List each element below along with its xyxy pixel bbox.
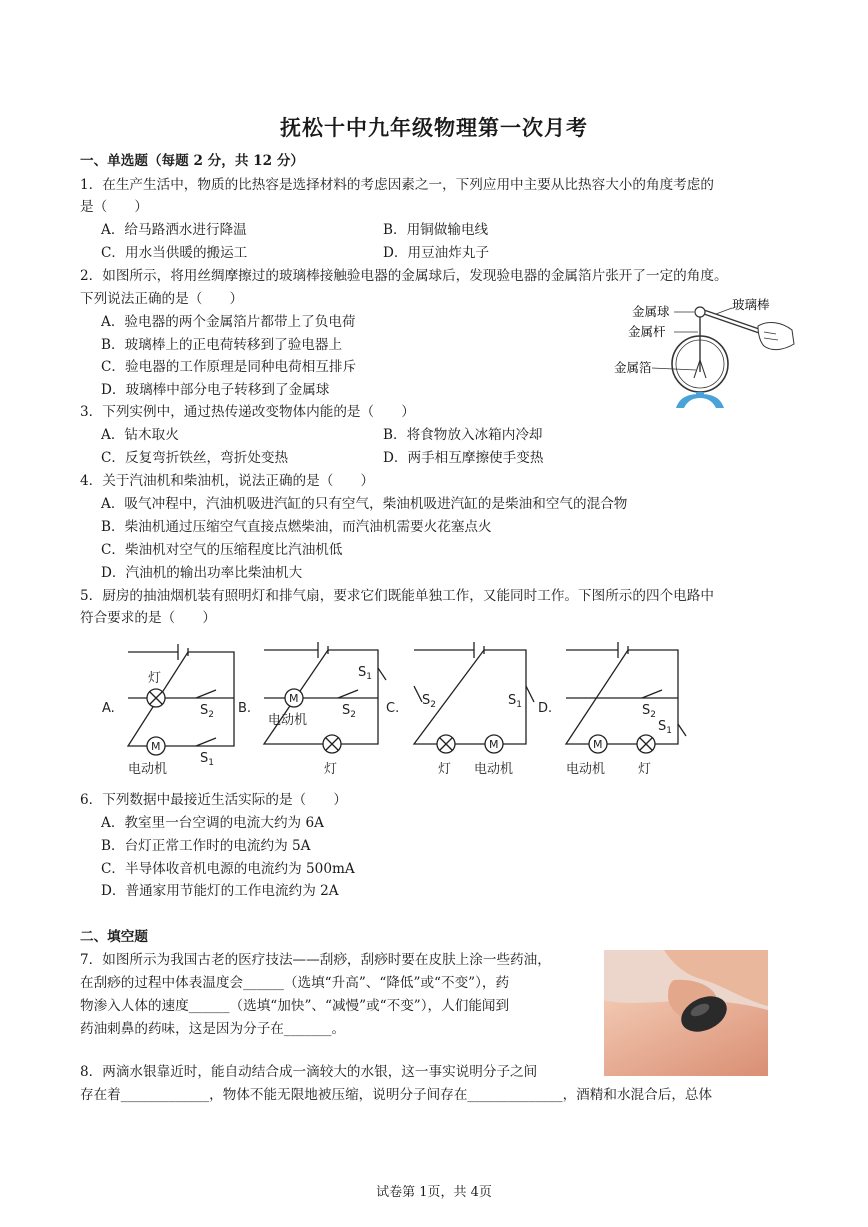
section-heading-fill-blank: 二、填空题 — [80, 929, 148, 945]
q3-option-b: B．将食物放入冰箱内冷却 — [383, 427, 543, 443]
q7-stem: 7．如图所示为我国古老的医疗技法——刮痧，刮痧时要在皮肤上涂一些药油， — [80, 952, 551, 968]
circuit-b-lamp-label: 灯 — [324, 762, 338, 777]
circuit-d-motor-label: 电动机 — [566, 762, 606, 777]
q2-stem: 2．如图所示，将用丝绸摩擦过的玻璃棒接触验电器的金属球后，发现验电器的金属箔片张开了一定的角度。 — [80, 268, 728, 284]
circuit-c-switch1: $S_1$ — [508, 693, 522, 710]
circuit-a-lamp-label: 灯 — [148, 671, 162, 686]
circuit-d-switch1: $S_1$ — [658, 719, 672, 736]
circuit-a-motor-label: 电动机 — [128, 762, 168, 777]
circuit-options-figure — [96, 632, 696, 784]
q7-stem-cont2: 物渗入人体的速度______（选填“加快”、“减慢”或“不变”），人们能闻到 — [80, 998, 510, 1014]
q6-stem: 6．下列数据中最接近生活实际的是（ ） — [80, 792, 347, 808]
circuit-d-letter: D. — [538, 701, 553, 716]
label-metal-bar: 金属杆 — [628, 324, 666, 339]
gua-sha-photo — [604, 950, 768, 1076]
circuit-b-switch1: $S_1$ — [358, 665, 372, 682]
q6-option-c: C．半导体收音机电源的电流约为 500mA — [101, 861, 355, 877]
label-glass-rod: 玻璃棒 — [732, 297, 770, 312]
label-metal-foil: 金属箔 — [614, 360, 652, 375]
q2-stem-cont: 下列说法正确的是（ ） — [80, 291, 244, 307]
q7-stem-cont3: 药油刺鼻的药味，这是因为分子在_______。 — [80, 1021, 346, 1037]
circuit-d-motor-symbol: M — [593, 738, 603, 751]
circuit-c-letter: C. — [386, 701, 400, 716]
q4-stem: 4．关于汽油机和柴油机，说法正确的是（ ） — [80, 473, 375, 489]
q6-option-d: D．普通家用节能灯的工作电流约为 2A — [101, 883, 339, 899]
q3-option-a: A．钻木取火 — [101, 427, 179, 443]
q8-stem: 8．两滴水银靠近时，能自动结合成一滴较大的水银，这一事实说明分子之间 — [80, 1064, 538, 1080]
q1-stem-cont: 是（ ） — [80, 199, 148, 215]
q1-stem: 1．在生产生活中，物质的比热容是选择材料的考虑因素之一，下列应用中主要从比热容大小的角度考虑的 — [80, 177, 714, 193]
q4-option-d: D．汽油机的输出功率比柴油机大 — [101, 565, 303, 581]
gua-sha-illustration — [604, 950, 768, 1076]
q6-option-b: B．台灯正常工作时的电流约为 5A — [101, 838, 311, 854]
q8-stem-cont: 存在着_____________，物体不能无限地被压缩，说明分子间存在______________，酒精和水混合后，总体 — [80, 1087, 713, 1103]
page-footer: 试卷第 1页，共 4页 — [376, 1185, 492, 1200]
page-title: 抚松十中九年级物理第一次月考 — [280, 115, 588, 140]
q3-option-c: C．反复弯折铁丝，弯折处变热 — [101, 450, 289, 466]
circuit-a-switch2: $S_2$ — [200, 703, 214, 720]
circuit-b-switch2: $S_2$ — [342, 703, 356, 720]
q5-stem-cont: 符合要求的是（ ） — [80, 610, 216, 626]
q4-option-b: B．柴油机通过压缩空气直接点燃柴油，而汽油机需要火花塞点火 — [101, 519, 492, 535]
q2-option-b: B．玻璃棒上的正电荷转移到了验电器上 — [101, 337, 343, 353]
electroscope-figure — [612, 296, 802, 410]
q1-option-d: D．用豆油炸丸子 — [383, 245, 490, 261]
circuit-d-lamp-label: 灯 — [638, 762, 652, 777]
circuit-d-switch2: $S_2$ — [642, 703, 656, 720]
q6-option-a: A．教室里一台空调的电流大约为 6A — [101, 815, 324, 831]
q1-option-b: B．用铜做输电线 — [383, 222, 489, 238]
q2-option-c: C．验电器的工作原理是同种电荷相互排斥 — [101, 359, 357, 375]
q3-option-d: D．两手相互摩擦使手变热 — [383, 450, 544, 466]
q1-option-c: C．用水当供暖的搬运工 — [101, 245, 248, 261]
q4-option-a: A．吸气冲程中，汽油机吸进汽缸的只有空气，柴油机吸进汽缸的是柴油和空气的混合物 — [101, 496, 628, 512]
circuit-b-motor-label: 电动机 — [268, 713, 308, 728]
circuit-a-motor-symbol: M — [151, 740, 161, 753]
q3-stem: 3．下列实例中，通过热传递改变物体内能的是（ ） — [80, 404, 415, 420]
q2-option-a: A．验电器的两个金属箔片都带上了负电荷 — [101, 314, 356, 330]
circuit-c-motor-symbol: M — [489, 738, 499, 751]
circuit-c-switch2: $S_2$ — [422, 693, 436, 710]
q2-option-d: D．玻璃棒中部分电子转移到了金属球 — [101, 382, 330, 398]
q1-option-a: A．给马路洒水进行降温 — [101, 222, 247, 238]
q5-stem: 5．厨房的抽油烟机装有照明灯和排气扇，要求它们既能单独工作，又能同时工作。下图所示的四个电路中 — [80, 588, 714, 604]
q4-option-c: C．柴油机对空气的压缩程度比汽油机低 — [101, 542, 343, 558]
label-metal-ball: 金属球 — [632, 304, 670, 319]
q7-stem-cont1: 在刮痧的过程中体表温度会______（选填“升高”、“降低”或“不变”），药 — [80, 975, 510, 991]
section-heading-single-choice: 一、单选题（每题 2 分，共 12 分） — [80, 153, 305, 169]
circuit-b-motor-symbol: M — [289, 692, 299, 705]
circuit-a-switch1: $S_1$ — [200, 751, 214, 768]
circuit-b-letter: B. — [238, 701, 252, 716]
circuit-c-lamp-label: 灯 — [438, 762, 452, 777]
circuit-a-letter: A. — [102, 701, 115, 716]
circuit-c-motor-label: 电动机 — [474, 762, 514, 777]
